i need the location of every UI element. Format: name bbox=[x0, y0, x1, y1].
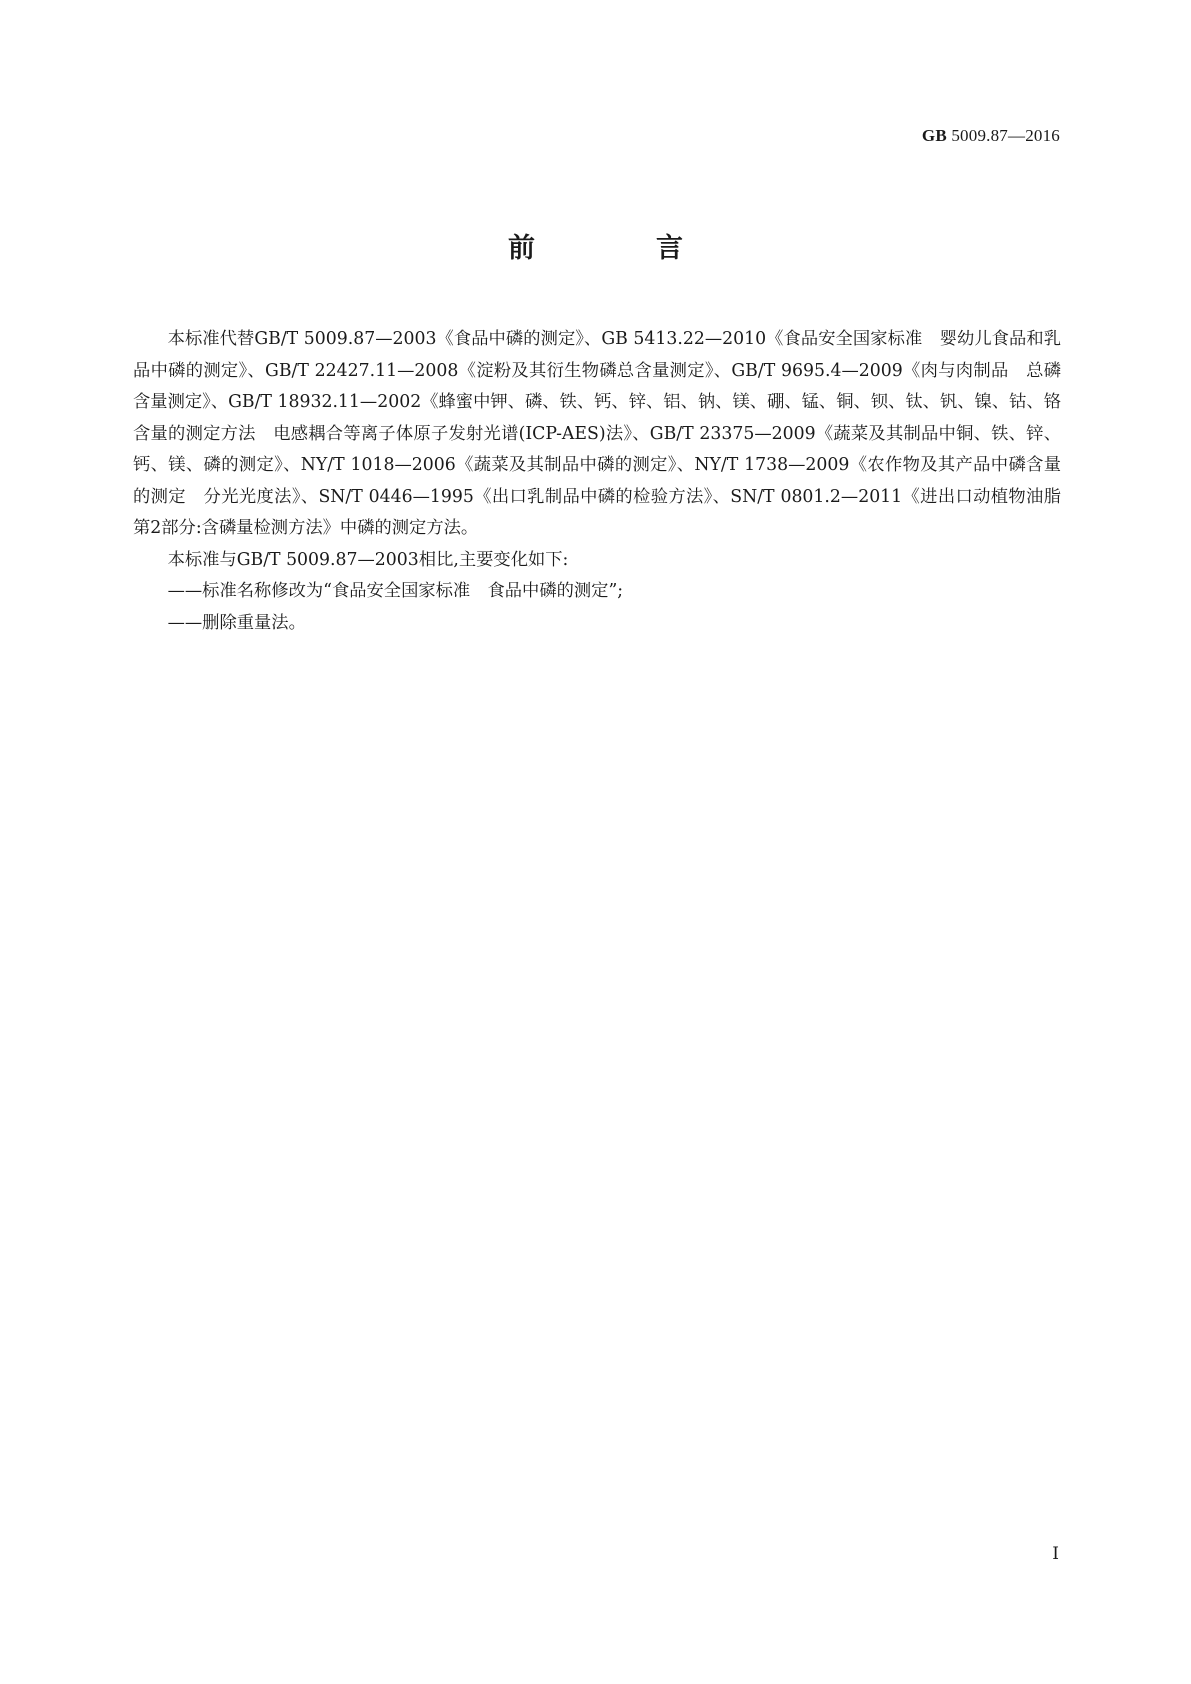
change-item: ——删除重量法。 bbox=[167, 612, 306, 633]
standard-number bbox=[922, 126, 1060, 146]
page-title: 前 言 bbox=[508, 233, 730, 264]
page-number: Ⅰ bbox=[1052, 1544, 1059, 1563]
foreword-paragraph-replacement: 本标准代替GB/T 5009.87—2003《食品中磷的测定》、GB 5413.22—2010《食品安全国家标准 婴幼儿食品和乳品中磷的测定》、GB/T 22427.11—2008《淀粉及其衍生物磷总含量测定》、GB/T 9695.4—2009《肉与肉制品 总磷含量测定》、GB/T 18932.11—2002《蜂蜜中钾、磷、铁、钙、锌、铝、钠、镁、硼、锰、铜、钡、钛、钒、镍、钴、铬含量的测定方法 电感耦合等离子体原子发射光谱(ICP-AES)法》、GB/T 23375—2009《蔬菜及其制品中铜、铁、锌、钙、镁、磷的测定》、NY/T 1018—2006《蔬菜及其制品中磷的测定》、NY/T 1738—2009《农作物及其产品中磷含量的测定 分光光度法》、SN/T 0446—1995《出口乳制品中磷的检验方法》、SN/T 0801.2—2011《进出口动植物油脂 第2部分:含磷量检测方法》中磷的测定方法。 bbox=[133, 329, 1079, 538]
foreword-paragraph-changes-intro: 本标准与GB/T 5009.87—2003相比,主要变化如下: bbox=[167, 549, 569, 570]
foreword-body bbox=[133, 324, 1079, 639]
standard-prefix: GB bbox=[921, 126, 947, 145]
change-item: ——标准名称修改为“食品安全国家标准 食品中磷的测定”; bbox=[167, 581, 624, 601]
standard-code: 5009.87—2016 bbox=[951, 126, 1060, 145]
